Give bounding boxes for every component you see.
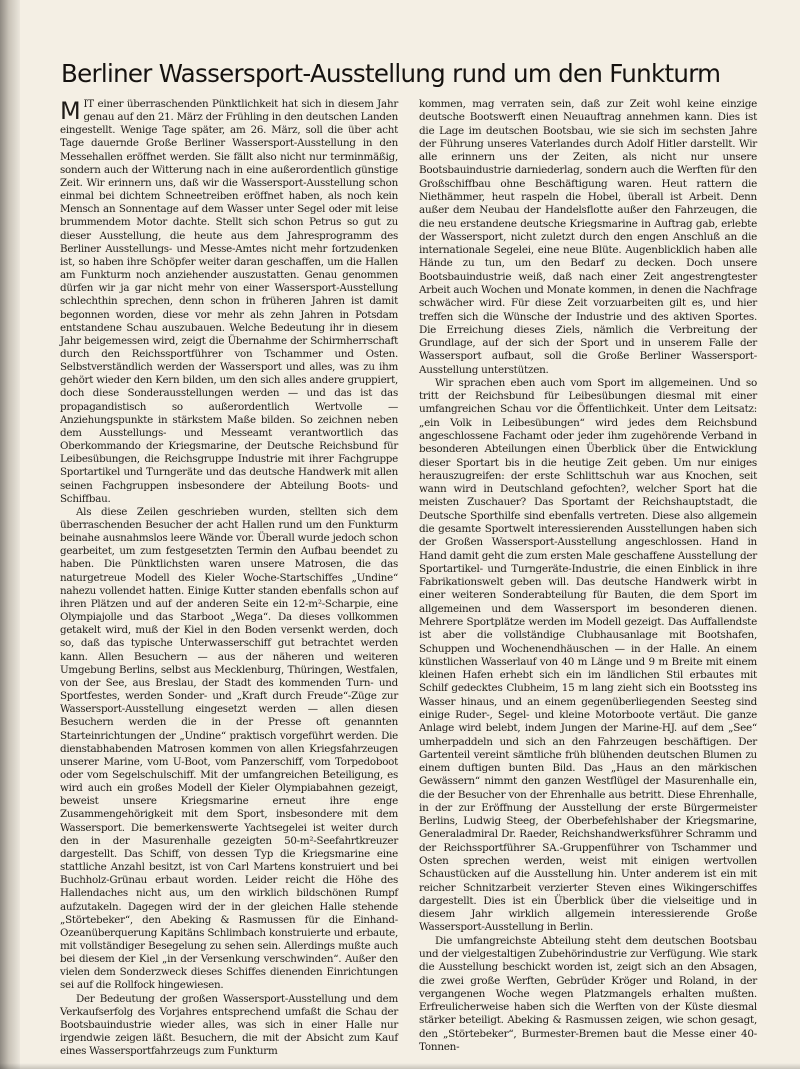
page-gutter-shadow bbox=[0, 0, 20, 1069]
paragraph-text: IT einer überraschenden Pünktlichkeit hat sich in diesem Jahr genau auf den 21. März der Frühling in den deutschen Landen eingestellt. Wenige Tage später, am 26. März, soll die über acht Tage dauernde Große Berliner Wassersport-Ausstellung in den Messehallen eröffnet werden. Sie fällt also nicht nur terminmäßig, sondern auch der Witterung nach in eine außerordentlich günstige Zeit. Wir erinnern uns, daß wir die Wassersport-Ausstellung schon einmal bei dichtem Schneetreiben eröffnet haben, als noch kein Mensch an Sonnentage auf dem Wasser unter Segel oder mit leise brummendem Motor dachte. Stellt sich schon Petrus so gut zu dieser Ausstellung, die heute aus dem Jahresprogramm des Berliner Ausstellungs- und Messe-Amtes nicht mehr fortzudenken ist, so haben ihre Schöpfer weiter daran geschaffen, um die Hallen am Funkturm noch anziehender auszustatten. Genau genommen dürfen wir ja gar nicht mehr von einer Wassersport-Ausstellung schlechthin sprechen, denn schon in früheren Jahren ist damit begonnen worden, diese vor mehr als zehn Jahren in Potsdam entstandene Schau auszubauen. Welche Bedeutung ihr in diesem Jahr beigemessen wird, zeigt die Übernahme der Schirmherrschaft durch den Reichssportführer von Tschammer und Osten. Selbstverständlich werden der Wassersport und alles, was zu ihm gehört wieder den Kern bilden, um den sich alles andere gruppiert, doch diese Sonderausstellungen werden — und das ist das propagandistisch so außerordentlich Wertvolle — Anziehungspunkte in stärkstem Maße bilden. So zeichnen neben dem Ausstellungs- und Messeamt verantwortlich das Oberkommando der Kriegsmarine, der Deutsche Reichsbund für Leibesübungen, die Reichsgruppe Industrie mit ihrer Fachgruppe Sportartikel und Turngeräte und das deutsche Handwerk mit allen seinen Fachgruppen insbesondere der Abteilung Boots- und Schiffbau. bbox=[60, 98, 398, 505]
article-title: Berliner Wassersport-Ausstellung rund um den Funkturm bbox=[61, 59, 721, 88]
article-column-right bbox=[419, 98, 757, 1054]
drop-cap: M bbox=[60, 97, 81, 125]
article-paragraph-continued: kommen, mag verraten sein, daß zur Zeit wohl keine einzige deutsche Bootswerft einen Neuauftrag annehmen kann. Dies ist die Lage im deutschen Bootsbau, wie sie sich im sechsten Jahre der Führung unseres Vaterlandes durch Adolf Hitler darstellt. Wir alle erinnern uns der Zeiten, als nicht nur unsere Bootsbauindustrie darniederlag, sondern auch die Werften für den Großschiffbau ohne Beschäftigung waren. Heut rattern die Niethämmer, heut raspeln die Hobel, überall ist Arbeit. Denn außer dem Neubau der Handelsflotte außer den Fahrzeugen, die die neu erstandene deutsche Kriegsmarine in Auftrag gab, erlebte der Wassersport, nicht zuletzt durch den engen Anschluß an die internationale Segelei, eine neue Blüte. Augenblicklich haben alle Hände zu tun, um den Bedarf zu decken. Doch unsere Bootsbauindustrie weiß, daß nach einer Zeit angestrengtester Arbeit auch Wochen und Monate kommen, in denen die Nachfrage schwächer wird. Für diese Zeit vorzuarbeiten gilt es, und hier treffen sich die Wünsche der Industrie und des aktiven Sportes. Die Erreichung dieses Ziels, nämlich die Verbreitung der Grundlage, auf der sich der Sport und in unserem Falle der Wassersport aufbaut, soll die Große Berliner Wassersport-Ausstellung unterstützen. bbox=[419, 98, 757, 376]
article-paragraph: Die umfangreichste Abteilung steht dem deutschen Bootsbau und der vielgestaltigen Zubehörindustrie zur Verfügung. Wie stark die Ausstellung beschickt worden ist, zeigt sich an den Absagen, die zwei große Werften, Gebrüder Kröger und Roland, in der vergangenen Woche wegen Platzmangels erhalten mußten. Erfreulicherweise haben sich die Werften von der Küste diesmal stärker beteiligt. Abeking & Rasmussen zeigen, wie schon gesagt, den „Störtebeker“, Burmester-Bremen baut die Messe einer 40-Tonnen- bbox=[419, 934, 757, 1053]
page-bottom-shadow bbox=[0, 1063, 800, 1069]
article-paragraph bbox=[60, 98, 398, 506]
article-paragraph: Der Bedeutung der großen Wassersport-Ausstellung und dem Verkaufserfolg des Vorjahres entsprechend umfaßt die Schau der Bootsbauindustrie wieder alles, was sich in einer Halle nur irgendwie zeigen läßt. Besuchern, die mit der Absicht zum Kauf eines Wassersportfahrzeugs zum Funkturm bbox=[60, 992, 398, 1058]
article-paragraph: Als diese Zeilen geschrieben wurden, stellten sich dem überraschenden Besucher der acht Hallen rund um den Funkturm beinahe ausnahmslos leere Wände vor. Überall wurde jedoch schon gearbeitet, um zum festgesetzten Termin den Aufbau beendet zu haben. Die Pünktlichsten waren unsere Matrosen, die das naturgetreue Modell des Kieler Woche-Startschiffes „Undine“ nahezu vollendet hatten. Einige Kutter standen ebenfalls schon auf ihren Plätzen und auf der anderen Seite ein 12-m²-Scharpie, eine Olympiajolle und das Starboot „Wega“. Da dieses vollkommen getakelt wird, muß der Kiel in den Boden versenkt werden, doch so, daß das typische Unterwasserschiff gut betrachtet werden kann. Allen Besuchern — aus der näheren und weiteren Umgebung Berlins, selbst aus Mecklenburg, Thüringen, Westfalen, von der See, aus Breslau, der Stadt des kommenden Turn- und Sportfestes, werden Sonder- und „Kraft durch Freude“-Züge zur Wassersport-Ausstellung eingesetzt werden — allen diesen Besuchern werden die in der Presse oft genannten Starteinrichtungen der „Undine“ praktisch vorgeführt werden. Die dienstabhabenden Matrosen kommen von allen Kriegsfahrzeugen unserer Marine, vom U-Boot, vom Panzerschiff, vom Torpedoboot oder vom Segelschulschiff. Mit der umfangreichen Beteiligung, es wird auch ein großes Modell der Kieler Olympiabahnen gezeigt, beweist unsere Kriegsmarine erneut ihre enge Zusammengehörigkeit mit dem Sport, insbesondere mit dem Wassersport. Die bemerkenswerte Yachtsegelei ist weiter durch den in der Masurenhalle gezeigten 50-m²-Seefahrtkreuzer dargestellt. Das Schiff, von dessen Typ die Kriegsmarine eine stattliche Anzahl besitzt, ist von Carl Martens konstruiert und bei Buchholz-Grünau erbaut worden. Leider reicht die Höhe des Hallendaches nicht aus, um den wirklich bildschönen Rumpf aufzutakeln. Dagegen wird der in der gleichen Halle stehende „Störtebeker“, den Abeking & Rasmussen für die Einhand-Ozeanüberquerung Kapitäns Schlimbach konstruierte und erbaute, mit vollständiger Besegelung zu sehen sein. Allerdings mußte auch bei diesem der Kiel „in der Versenkung verschwinden“. Außer den vielen dem Sonderzweck dieses Schiffes dienenden Einrichtungen sei auf die Rollfock hingewiesen. bbox=[60, 505, 398, 992]
article-paragraph: Wir sprachen eben auch vom Sport im allgemeinen. Und so tritt der Reichsbund für Leibesübungen diesmal mit einer umfangreichen Schau vor die Öffentlichkeit. Unter dem Leitsatz: „ein Volk in Leibesübungen“ wird jedes dem Reichsbund angeschlossene Fachamt oder jeder ihm zugehörende Verband in besonderen Abteilungen einen Überblick über die Entwicklung dieser Sportart bis in die heutige Zeit geben. Um nur einiges herauszugreifen: der erste Schlittschuh war aus Knochen, seit wann wird in Deutschland gefochten?, welcher Sport hat die meisten Zuschauer? Das Sportamt der Reichshauptstadt, die Deutsche Sporthilfe sind ebenfalls vertreten. Diese also allgemein die gesamte Sportwelt interessierenden Ausstellungen haben sich der Großen Wassersport-Ausstellung angeschlossen. Hand in Hand damit geht die zum ersten Male geschaffene Ausstellung der Sportartikel- und Turngeräte-Industrie, die einen Einblick in ihre Fabrikationswelt geben will. Das deutsche Handwerk wirbt in einer weiteren Sonderabteilung für Bauten, die dem Sport im allgemeinen und dem Wassersport im besonderen dienen. Mehrere Sportplätze werden im Modell gezeigt. Das Auffallendste ist aber die vollständige Clubhausanlage mit Bootshafen, Schuppen und Wochenendhäuschen — in der Halle. An einem künstlichen Wasserlauf von 40 m Länge und 9 m Breite mit einem kleinen Hafen erhebt sich ein im ländlichen Stil erbautes mit Schilf gedecktes Clubheim, 15 m lang zieht sich ein Bootssteg ins Wasser hinaus, und an einem gegenüberliegenden Seesteg sind einige Ruder-, Segel- und kleine Motorboote vertäut. Die ganze Anlage wird belebt, indem Jungen der Marine-HJ. auf dem „See“ umherpaddeln und sich an den Fahrzeugen beschäftigen. Der Gartenteil vereint sämtliche früh blühenden deutschen Blumen zu einem duftigen bunten Bild. Das „Haus an den märkischen Gewässern“ nimmt den ganzen Westflügel der Masurenhalle ein, die der Besucher von der Ehrenhalle aus betritt. Diese Ehrenhalle, in der zur Eröffnung der Ausstellung der erste Bürgermeister Berlins, Ludwig Steeg, der Oberbefehlshaber der Kriegsmarine, Generaladmiral Dr. Raeder, Reichshandwerksführer Schramm und der Reichssportführer SA.-Gruppenführer von Tschammer und Osten sprechen werden, weist mit einigen wertvollen Schaustücken auf die Ausstellung hin. Unter anderem ist ein mit reicher Schnitzarbeit verzierter Steven eines Wikingerschiffes dargestellt. Dies ist ein Überblick über die vielseitige und in diesem Jahr wirklich allgemein interessierende Große Wassersport-Ausstellung in Berlin. bbox=[419, 376, 757, 934]
article-column-left bbox=[60, 98, 398, 1058]
